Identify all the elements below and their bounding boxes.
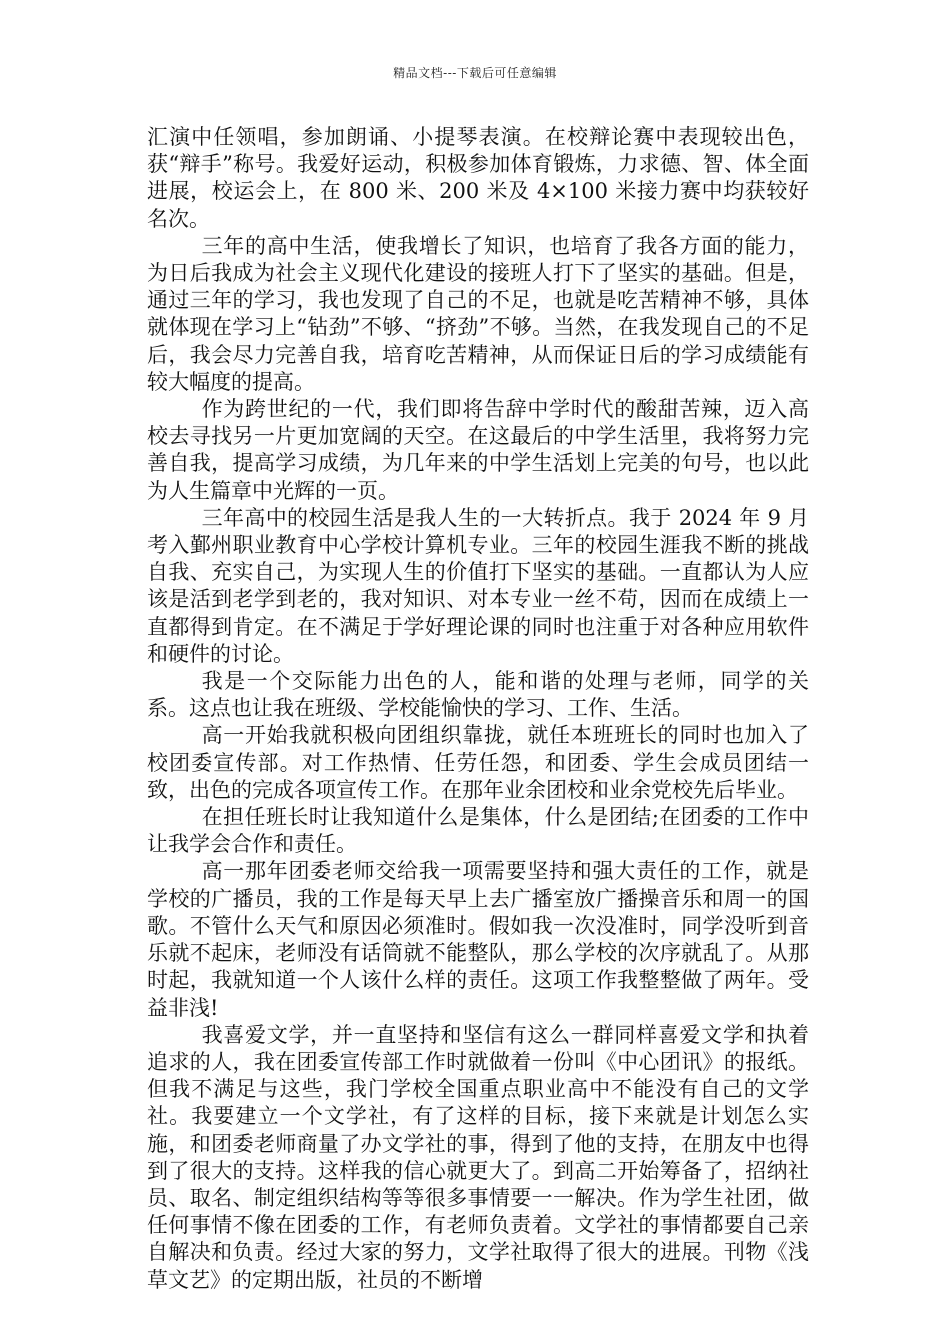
paragraph: 我是一个交际能力出色的人，能和谐的处理与老师，同学的关系。这点也让我在班级、学校能愉快的学习、工作、生活。 [147,669,809,721]
document-body [147,124,809,1294]
paragraph: 高一开始我就积极向团组织靠拢，就任本班班长的同时也加入了校团委宣传部。对工作热情、任劳任怨，和团委、学生会成员团结一致，出色的完成各项宣传工作。在那年业余团校和业余党校先后毕业。 [147,723,809,802]
paragraph: 在担任班长时让我知道什么是集体，什么是团结;在团委的工作中让我学会合作和责任。 [147,805,809,857]
paragraph: 作为跨世纪的一代，我们即将告辞中学时代的酸甜苦辣，迈入高校去寻找另一片更加宽阔的天空。在这最后的中学生活里，我将努力完善自我，提高学习成绩，为几年来的中学生活划上完美的句号，也以此为人生篇章中光辉的一页。 [147,397,809,503]
paragraph: 汇演中任领唱，参加朗诵、小提琴表演。在校辩论赛中表现较出色，获“辩手”称号。我爱好运动，积极参加体育锻炼，力求德、智、体全面进展，校运会上，在 800 米、200 米及 4×100 米接力赛中均获较好名次。 [147,125,809,231]
page-header: 精品文档---下载后可任意编辑 [393,66,557,80]
paragraph: 三年的高中生活，使我增长了知识，也培育了我各方面的能力，为日后我成为社会主义现代化建设的接班人打下了坚实的基础。但是，通过三年的学习，我也发现了自己的不足，也就是吃苦精神不够，具体就体现在学习上“钻劲”不够、“挤劲”不够。当然，在我发现自己的不足后，我会尽力完善自我，培育吃苦精神，从而保证日后的学习成绩能有较大幅度的提高。 [147,233,809,394]
paragraph: 高一那年团委老师交给我一项需要坚持和强大责任的工作，就是学校的广播员，我的工作是每天早上去广播室放广播操音乐和周一的国歌。不管什么天气和原因必须准时。假如我一次没准时，同学没听到音乐就不起床，老师没有话筒就不能整队，那么学校的次序就乱了。从那时起，我就知道一个人该什么样的责任。这项工作我整整做了两年。受益非浅! [147,859,809,1020]
paragraph: 我喜爱文学，并一直坚持和坚信有这么一群同样喜爱文学和执着追求的人，我在团委宣传部工作时就做着一份叫《中心团讯》的报纸。但我不满足与这些，我门学校全国重点职业高中不能没有自己的文学社。我要建立一个文学社，有了这样的目标，接下来就是计划怎么实施，和团委老师商量了办文学社的事，得到了他的支持，在朋友中也得到了很大的支持。这样我的信心就更大了。到高二开始筹备了，招纳社员、取名、制定组织结构等等很多事情要一一解决。作为学生社团，做任何事情不像在团委的工作，有老师负责着。文学社的事情都要自己亲自解决和负责。经过大家的努力，文学社取得了很大的进展。刊物《浅草文艺》的定期出版，社员的不断增 [147,1022,809,1292]
paragraph: 三年高中的校园生活是我人生的一大转折点。我于 2024 年 9 月考入鄞州职业教育中心学校计算机专业。三年的校园生涯我不断的挑战自我、充实自己，为实现人生的价值打下坚实的基础。一直都认为人应该是活到老学到老的，我对知识、对本专业一丝不苟，因而在成绩上一直都得到肯定。在不满足于学好理论课的同时也注重于对各种应用软件和硬件的讨论。 [147,505,809,666]
